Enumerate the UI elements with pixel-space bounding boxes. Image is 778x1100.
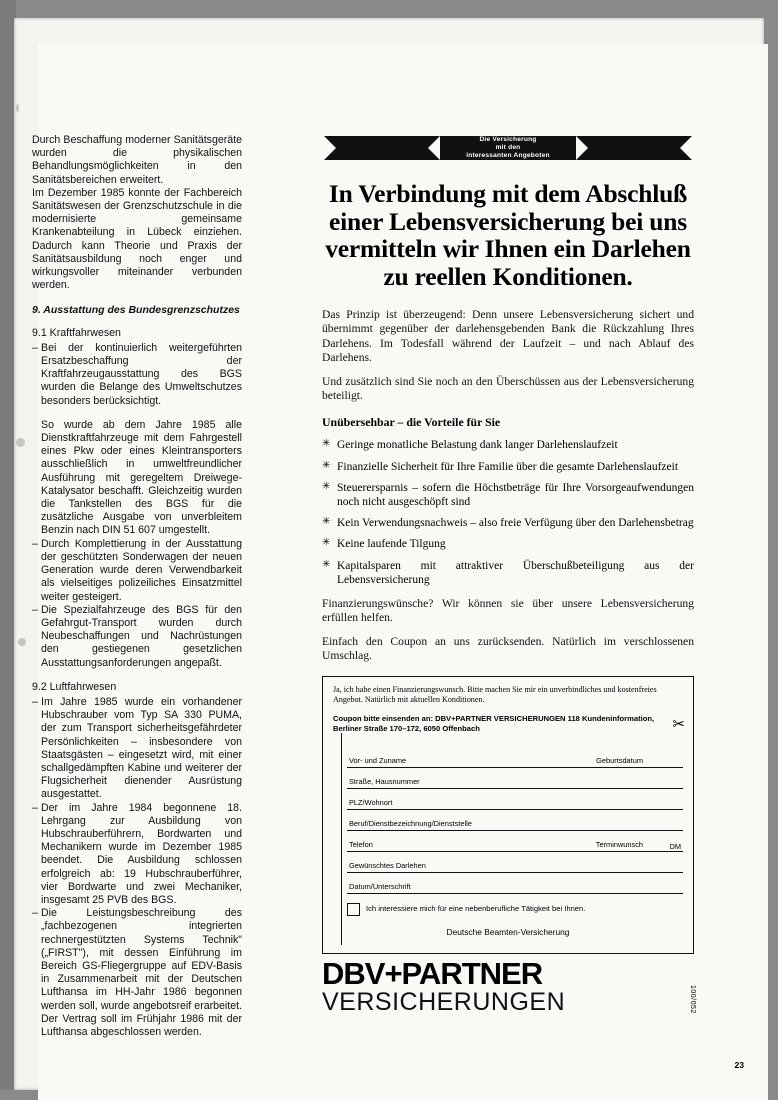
list-item — [322, 438, 694, 452]
list-item — [32, 342, 242, 408]
field-street[interactable] — [347, 768, 683, 789]
currency-note: DM — [669, 842, 681, 852]
list-item — [322, 516, 694, 530]
field-label: Gewünschtes Darlehen — [349, 861, 426, 871]
field-label-birthdate: Geburtsdatum — [596, 756, 643, 766]
list-item — [32, 696, 242, 802]
advert-body — [322, 308, 694, 403]
field-label: PLZ/Wohnort — [349, 798, 393, 808]
list-item-text: Im Jahre 1985 wurde ein vorhandener Hubschrauber vom Typ SA 330 PUMA, der zum Transport sicherheitsgefährdeter Persönlichkeiten – insbesondere von Staatsgästen – eingesetzt wird, mit einer schallgedämpften Kabine und weiterer der Flugsicherheit dienender Ausrüstung ausgestattet. — [41, 695, 242, 801]
list-item — [322, 537, 694, 551]
list-item — [32, 907, 242, 1039]
list-item — [322, 559, 694, 587]
advert-headline: In Verbindung mit dem Abschluß einer Lebensversicherung bei uns vermitteln wir Ihnen ein Darlehen zu reellen Konditionen. — [325, 179, 691, 291]
field-date-signature[interactable] — [347, 873, 683, 894]
page-number: 23 — [734, 1060, 744, 1070]
advert-banner — [322, 132, 694, 164]
advertisement — [322, 132, 694, 1016]
paragraph: Durch Beschaffung moderner Sanitätsgeräte wurden die physikalischen Behandlungsmöglichkeiten in den Sanitätsbereichen erweitert. — [32, 134, 242, 186]
dash-marker: – — [32, 695, 38, 708]
asterisk-icon: ✳ — [322, 537, 331, 549]
list-item-text: Der im Jahre 1984 begonnene 18. Lehrgang zur Ausbildung von Hubschrauberführern, Bordwarten und Mechanikern wurde im Dezember 1985 beendet. Die Ausbildung schlossen erfolgreich ab: 19 Hubschrauberführer, vier Bordwarte und zwei Mechaniker, insgesamt 25 PVB des BGS. — [41, 801, 242, 906]
scan-artifact — [16, 104, 19, 112]
asterisk-icon: ✳ — [322, 558, 331, 570]
subsection-heading-9-2: 9.2 Luftfahrwesen — [32, 680, 117, 693]
list-item — [32, 604, 242, 670]
paragraph: Und zusätzlich sind Sie noch an den Überschüssen aus der Lebensversicherung beteiligt. — [322, 374, 694, 403]
field-zip-city[interactable] — [347, 789, 683, 810]
banner-line-2: mit den — [495, 143, 521, 151]
dash-marker: – — [32, 801, 38, 814]
checkbox-label: Ich interessiere mich für eine nebenberufliche Tätigkeit bei Ihnen. — [366, 904, 586, 914]
checkbox[interactable] — [347, 903, 360, 916]
dash-marker: – — [32, 537, 38, 550]
scan-artifact — [16, 438, 25, 447]
logo-line-2: VERSICHERUNGEN — [322, 988, 566, 1017]
coupon-address: Coupon bitte einsenden an: DBV+PARTNER VERSICHERUNGEN 118 Kundeninformation, Berliner Straße 170–172, 6050 Offenbach — [333, 714, 655, 733]
advert-benefits-title: Unübersehbar – die Vorteile für Sie — [322, 415, 501, 430]
coupon-checkbox-row[interactable] — [347, 903, 683, 916]
company-line: Deutsche Beamten-Versicherung — [446, 927, 570, 938]
list-item-text: Bei der kontinuierlich weitergeführten Ersatzbeschaffung der Kraftfahrzeugausstattung des BGS wurden die Belange des Umweltschutzes besonders berücksichtigt. — [41, 341, 242, 407]
list-item-text: Steuerersparnis – sofern die Höchstbeträge für Ihre Vorsorgeaufwendungen noch nicht ausgeschöpft sind — [337, 481, 694, 509]
coupon-legal-text: Ja, ich habe einen Finanzierungswunsch. Bitte machen Sie mir ein unverbindliches und kostenfreies Angebot. Natürlich mit aktuellen Konditionen. — [333, 684, 657, 704]
dash-marker: – — [32, 907, 38, 920]
scissors-icon: ✂ — [672, 715, 685, 733]
banner-line-1: Die Versicherung — [479, 135, 537, 143]
paragraph: Einfach den Coupon an uns zurücksenden. Natürlich im verschlossenen Umschlag. — [322, 634, 694, 663]
section-heading: 9. Ausstattung des Bundesgrenzschutzes — [32, 304, 240, 317]
field-name[interactable] — [347, 747, 683, 768]
scan-edge-top — [0, 0, 778, 18]
coupon-fields — [347, 747, 683, 894]
list-item-text: Die Leistungsbeschreibung des „fachbezogenen integrierten rechnergestützten Systems Technik" („FIRST"), mit dessen Einführung im Bereich GS-Fliegergruppe auf EDV-Basis in Zusammenarbeit mit der Deutschen Lufthansa im HH-Jahr 1986 begonnen werden soll, wurde angebotsreif erarbeitet. Der Vertrag soll im Frühjahr 1986 mit der Lufthansa abgeschlossen werden. — [41, 907, 242, 1038]
paragraph: Im Dezember 1985 konnte der Fachbereich Sanitätswesen der Grenzschutzschule in die modernisierte gemeinsame Krankenabteilung in Lübeck einziehen. Dadurch kann Theorie und Praxis der Sanitätsausbildung noch enger und wirkungsvoller miteinander verbunden werden. — [32, 186, 242, 292]
logo-line-1: DBV+PARTNER — [322, 956, 543, 992]
advert-code: 100/052 — [689, 985, 696, 1015]
list-item-text: Kapitalsparen mit attraktiver Überschußbeteiligung aus der Lebensversicherung — [337, 559, 694, 586]
scan-artifact — [18, 638, 26, 646]
advert-closing — [322, 597, 694, 664]
field-telephone[interactable] — [347, 831, 683, 852]
coupon-form[interactable] — [322, 676, 694, 955]
asterisk-icon: ✳ — [322, 459, 331, 471]
list-item-text: Finanzielle Sicherheit für Ihre Familie über die gesamte Darlehenslaufzeit — [337, 460, 679, 473]
list-item-text: Geringe monatliche Belastung dank langer Darlehenslaufzeit — [337, 439, 618, 452]
banner-line-3: interessanten Angeboten — [466, 152, 550, 160]
field-label: Vor- und Zuname — [349, 756, 407, 766]
paragraph-continuation: So wurde ab dem Jahre 1985 alle Dienstkraftfahrzeuge mit dem Fahrgestell eines Pkw oder eines Kleintransporters ausschließlich in umweltfreundlicher Ausführung mit geregeltem Dreiwege-Katalysator beschafft. Gleichzeitig wurden die Tankstellen des BGS für die zusätzliche Ausgabe von unverbleitem Benzin nach DIN 51 607 umgestellt. — [41, 418, 242, 537]
list-item — [322, 460, 694, 474]
list-item-text: Durch Komplettierung in der Ausstattung der geschützten Sonderwagen der neuen Generation wurde deren Verwendbarkeit als vielseitiges polizeiliches Einsatzmittel weiter gesteigert. — [41, 537, 242, 603]
asterisk-icon: ✳ — [322, 516, 331, 528]
dash-marker: – — [32, 341, 38, 354]
list-item — [32, 802, 242, 908]
list-item-text: Keine laufende Tilgung — [337, 538, 446, 551]
field-label: Telefon — [349, 840, 373, 850]
field-profession[interactable] — [347, 810, 683, 831]
article-left-column — [32, 134, 242, 1039]
paragraph: Das Prinzip ist überzeugend: Denn unsere Lebensversicherung sichert und übernimmt gegenüber der darlehensgebenden Bank die Rückzahlung Ihres Darlehens. Im Todesfall während der Laufzeit – und nach Ablauf des Darlehens. — [322, 308, 694, 365]
list-item-text: Kein Verwendungsnachweis – also freie Verfügung über den Darlehensbetrag — [337, 517, 694, 530]
list-item — [32, 538, 242, 604]
dash-marker: – — [32, 603, 38, 616]
field-label: Beruf/Dienstbezeichnung/Dienststelle — [349, 819, 472, 829]
subsection-heading-9-1: 9.1 Kraftfahrwesen — [32, 326, 121, 339]
advert-banner-text — [322, 132, 694, 164]
advert-logo — [322, 958, 694, 1016]
paragraph: Finanzierungswünsche? Wir können sie über unsere Lebensversicherung erfüllen helfen. — [322, 597, 694, 625]
asterisk-icon: ✳ — [322, 480, 331, 492]
field-label: Datum/Unterschrift — [349, 882, 411, 892]
asterisk-icon: ✳ — [322, 438, 331, 450]
coupon-fold-line — [341, 733, 342, 946]
list-item-text: Die Spezialfahrzeuge des BGS für den Gefahrgut-Transport wurden durch Neubeschaffungen und Nachrüstungen den gestiegenen gesetzlichen Ausstattungsanforderungen angepaßt. — [41, 603, 242, 669]
list-item — [322, 481, 694, 509]
field-label-appointment: Terminwunsch — [595, 840, 643, 850]
field-label: Straße, Hausnummer — [349, 777, 420, 787]
advert-benefits-list — [322, 438, 694, 587]
